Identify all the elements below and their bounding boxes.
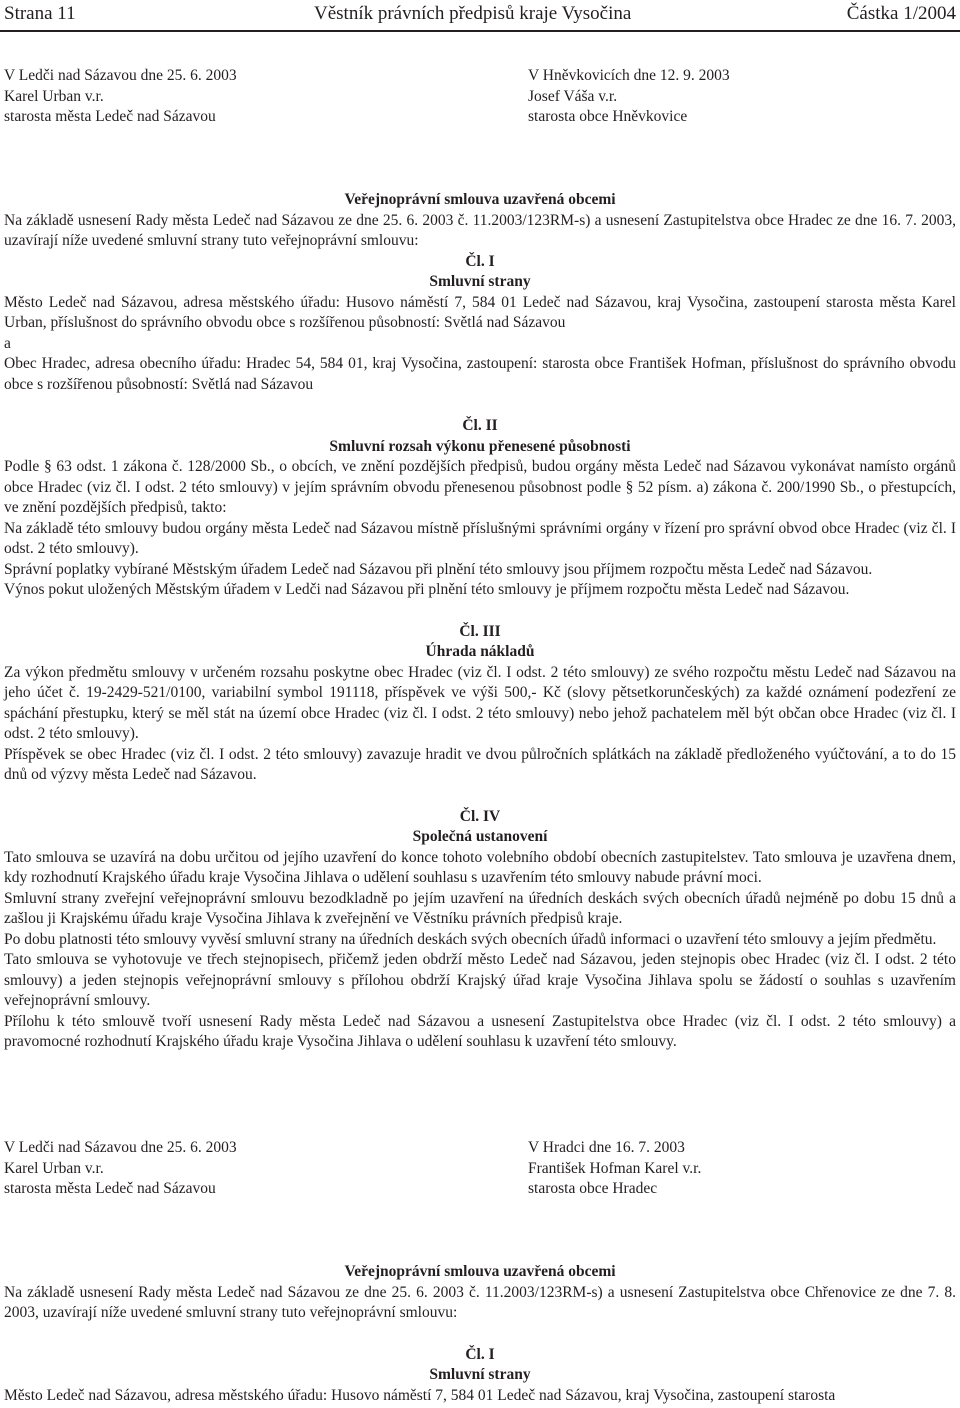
journal-title: Věstník právních předpisů kraje Vysočina (314, 3, 632, 24)
article-paragraph: Obec Hradec, adresa obecního úřadu: Hradec 54, 584 01, kraj Vysočina, zastoupení: starosta obce František Hofman, příslušnost do správního obvodu obce s rozšířenou působností: Světlá nad Sázavou (4, 355, 956, 393)
article-paragraph: Podle § 63 odst. 1 zákona č. 128/2000 Sb., o obcích, ve znění pozdějších předpisů, budou orgány města Ledeč nad Sázavou vykonávat namísto orgánů obce Hradec (viz čl. I odst. 2 této smlouvy) v jejím správním obvodu přenesenou působnost podle § 52 písm. a) zákona č. 200/1990 Sb., o přestupcích, ve znění pozdějších předpisů, takto: (4, 458, 956, 516)
signature-place-date: V Hradci dne 16. 7. 2003 (528, 1139, 685, 1156)
contract-title: Veřejnoprávní smlouva uzavřená obcemi (344, 1263, 616, 1280)
signature-block-right (528, 66, 730, 128)
signature-name: Josef Váša v.r. (528, 87, 618, 105)
contract-intro: Na základě usnesení Rady města Ledeč nad Sázavou ze dne 25. 6. 2003 č. 11.2003/123RM-s) a usnesení Zastupitelstva obce Hradec ze dne 16. 7. 2003, uzavírají níže uvedené smluvní strany tuto veřejnoprávní smlouvu: (4, 211, 956, 249)
contract-2 (4, 1262, 956, 1406)
article-paragraph: Město Ledeč nad Sázavou, adresa městského úřadu: Husovo náměstí 7, 584 01 Ledeč nad Sázavou, kraj Vysočina, zastoupení starosta (4, 1386, 836, 1404)
article-number: Čl. III (459, 622, 501, 640)
contract-1 (4, 190, 956, 1053)
article-title: Smluvní strany (429, 273, 531, 290)
article-paragraph: Po dobu platnosti této smlouvy vyvěsí smluvní strany na úředních deskách svých obecních úřadů informaci o uzavření této smlouvy a jejím předmětu. (4, 930, 937, 948)
article-paragraph: Za výkon předmětu smlouvy v určeném rozsahu poskytne obec Hradec (viz čl. I odst. 2 této smlouvy) ze svého rozpočtu městu Ledeč nad Sázavou na jeho účet č. 19-2429-521/0100, variabilní symbol 191118, příspěvek ve výši 500,- Kč (slovy pětsetkorunčeských) za každé oznámení podezření ze spáchání přestupku, který se měl stát na území obce Hradec (viz čl. I odst. 2 této smlouvy) nebo jehož pachatelem měl být občan obce Hradec (viz čl. I odst. 2 této smlouvy). (4, 663, 956, 742)
article-number: Čl. IV (459, 807, 501, 825)
article-conjunction: a (4, 334, 11, 352)
issue-number: Částka 1/2004 (846, 3, 956, 24)
signature-place-date: V Hněvkovicích dne 12. 9. 2003 (528, 67, 730, 84)
article-number: Čl. II (462, 417, 498, 434)
signature-block-left (4, 1138, 237, 1200)
article-paragraph: Výnos pokut uložených Městským úřadem v Ledči nad Sázavou při plnění této smlouvy je příjmem rozpočtu města Ledeč nad Sázavou. (4, 581, 850, 598)
article-paragraph: Správní poplatky vybírané Městským úřadem Ledeč nad Sázavou při plnění této smlouvy jsou příjmem rozpočtu města Ledeč nad Sázavou. (4, 560, 873, 578)
signature-place-date: V Ledči nad Sázavou dne 25. 6. 2003 (4, 1139, 237, 1156)
article-title: Smluvní rozsah výkonu přenesené působnosti (329, 437, 631, 455)
signature-role: starosta obce Hradec (528, 1180, 658, 1197)
signature-place-date: V Ledči nad Sázavou dne 25. 6. 2003 (4, 67, 237, 84)
article-paragraph: Na základě této smlouvy budou orgány města Ledeč nad Sázavou místně příslušnými správními orgány v řízení pro správní obvod obce Hradec (viz čl. I odst. 2 této smlouvy). (4, 519, 956, 557)
signature-block-left (4, 66, 237, 128)
contract-title: Veřejnoprávní smlouva uzavřená obcemi (344, 191, 616, 208)
contract-intro: Na základě usnesení Rady města Ledeč nad Sázavou ze dne 25. 6. 2003 č. 11.2003/123RM-s) a usnesení Zastupitelstva obce Chřenovice ze dne 7. 8. 2003, uzavírají níže uvedené smluvní strany tuto veřejnoprávní smlouvu: (4, 1283, 956, 1321)
page-number: Strana 11 (4, 3, 76, 24)
signature-role: starosta obce Hněvkovice (528, 108, 688, 125)
signature-name: Karel Urban v.r. (4, 87, 104, 105)
signature-role: starosta města Ledeč nad Sázavou (4, 1180, 216, 1197)
article-title: Úhrada nákladů (425, 643, 535, 660)
article-paragraph: Tato smlouva se uzavírá na dobu určitou od jejího uzavření do konce tohoto volebního období obecních zastupitelstev. Tato smlouva je uzavřena dnem, kdy rozhodnutí Krajského úřadu kraje Vysočina Jihlava o udělení souhlasu s uzavřením této smlouvy nabude právní moci. (4, 848, 956, 886)
page-header (0, 0, 960, 32)
article-paragraph: Město Ledeč nad Sázavou, adresa městského úřadu: Husovo náměstí 7, 584 01 Ledeč nad Sázavou, kraj Vysočina, zastoupení starosta města Karel Urban, příslušnost do správního obvodu obce s rozšířenou působností: Světlá nad Sázavou (4, 293, 956, 331)
signature-role: starosta města Ledeč nad Sázavou (4, 108, 216, 125)
signature-block-right (528, 1138, 701, 1200)
article-number: Čl. I (465, 1345, 495, 1363)
article-title: Smluvní strany (429, 1366, 531, 1383)
article-paragraph: Tato smlouva se vyhotovuje ve třech stejnopisech, přičemž jeden obdrží město Ledeč nad Sázavou, jeden stejnopis obec Hradec (viz čl. I odst. 2 této smlouvy) a jeden stejnopis veřejnoprávní smlouvy s přílohou obdrží Krajský úřad kraje Vysočina Jihlava spolu se žádostí o souhlas s uzavřením veřejnoprávní smlouvy. (4, 951, 956, 1009)
signature-name: František Hofman Karel v.r. (528, 1159, 702, 1177)
article-paragraph: Přílohu k této smlouvě tvoří usnesení Rady města Ledeč nad Sázavou a usnesení Zastupitelstva obce Hradec (viz čl. I odst. 2 této smlouvy) a pravomocné rozhodnutí Krajského úřadu kraje Vysočina Jihlava o udělení souhlasu k uzavření této smlouvy. (4, 1012, 956, 1050)
article-title: Společná ustanovení (412, 828, 548, 845)
article-paragraph: Příspěvek se obec Hradec (viz čl. I odst. 2 této smlouvy) zavazuje hradit ve dvou půlročních splátkách na základě předloženého vyúčtování, a to do 15 dnů od výzvy města Ledeč nad Sázavou. (4, 745, 956, 783)
signature-name: Karel Urban v.r. (4, 1159, 104, 1177)
article-paragraph: Smluvní strany zveřejní veřejnoprávní smlouvu bezodkladně po jejím uzavření na úředních deskách svých obecních úřadů nejméně po dobu 15 dnů a zašlou ji Krajskému úřadu kraje Vysočina Jihlava k zveřejnění ve Věstníku právních předpisů kraje. (4, 889, 956, 927)
article-number: Čl. I (465, 252, 495, 270)
